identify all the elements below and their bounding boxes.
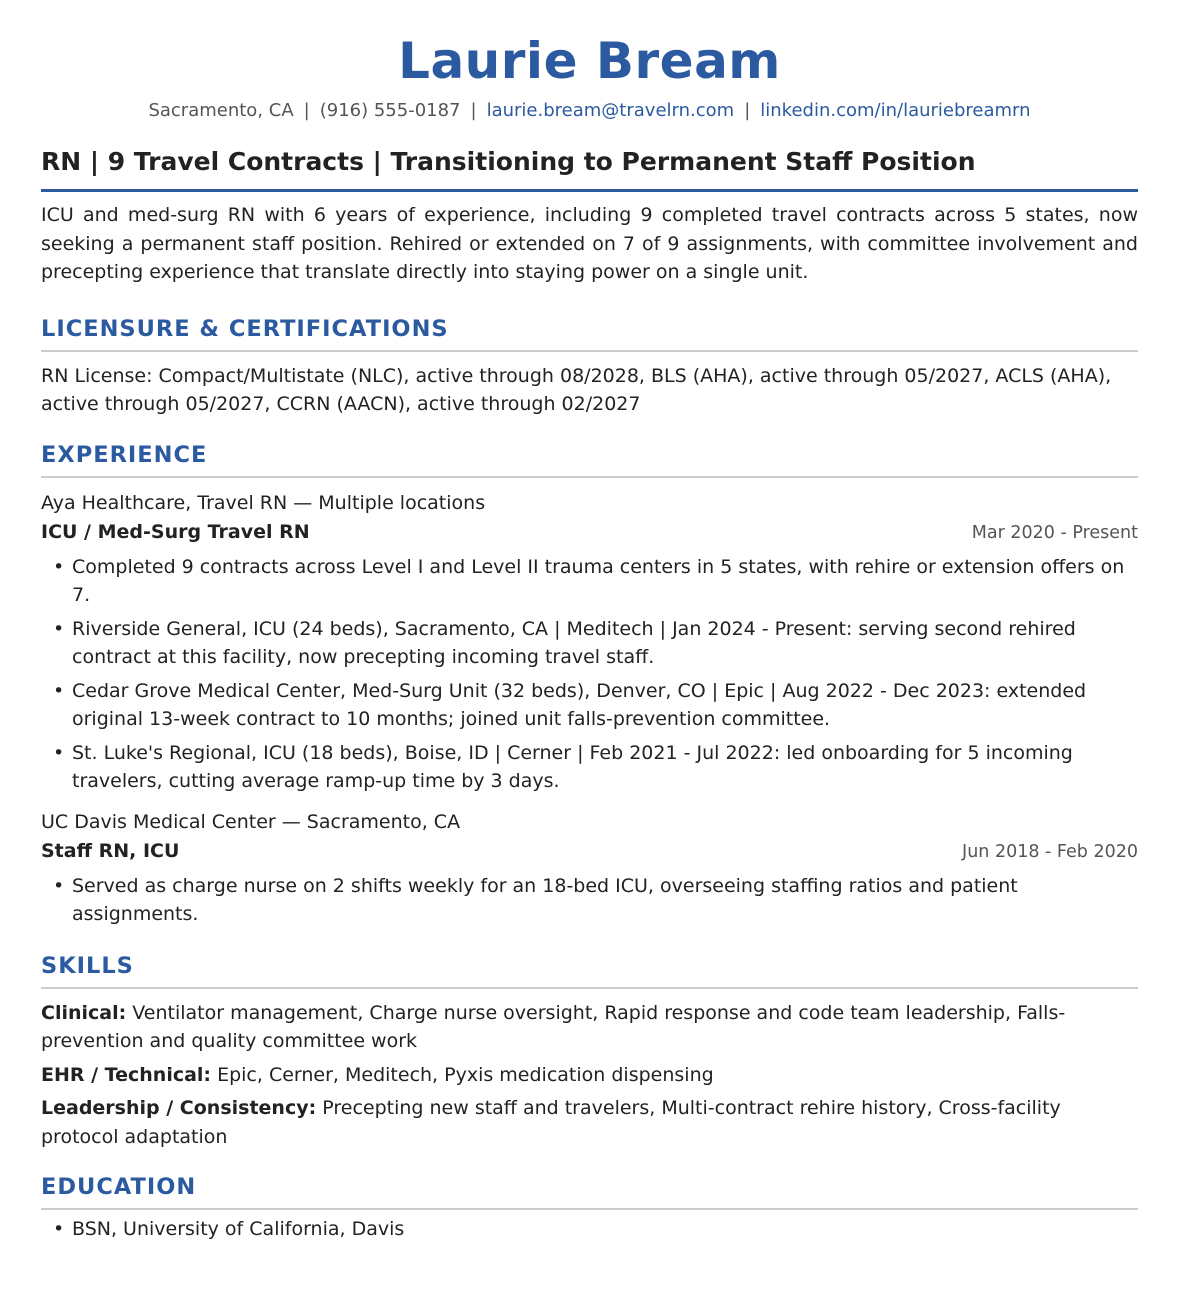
summary-paragraph: ICU and med-surg RN with 6 years of experience, including 9 completed travel contracts across 5 states, now seeking a permanent staff position. Rehired or extended on 7 of 9 assignments, with committee involvement and precepting experience that translate directly into staying power on a single unit. xyxy=(41,204,1138,283)
licensure-text: RN License: Compact/Multistate (NLC), active through 08/2028, BLS (AHA), active through 05/2027, ACLS (AHA), active through 05/2027, CCRN (AACN), active through 02/2027 xyxy=(41,364,1112,415)
bullet-icon: • xyxy=(53,741,65,764)
job-bullets xyxy=(41,872,1138,929)
bullet-item xyxy=(41,677,1138,734)
location-text: Sacramento, CA xyxy=(148,100,294,121)
bullet-item xyxy=(41,553,1138,610)
bullet-text: St. Luke's Regional, ICU (18 beds), Boise, ID | Cerner | Feb 2021 - Jul 2022: led onboarding for 5 incoming travelers, cutting average ramp-up time by 3 days. xyxy=(72,741,1073,792)
bullet-text: Cedar Grove Medical Center, Med-Surg Unit (32 beds), Denver, CO | Epic | Aug 2022 - Dec 2023: extended original 13-week contract to 10 months; joined unit falls-prevention committee. xyxy=(72,679,1087,730)
candidate-name: Laurie Bream xyxy=(398,32,781,90)
skill-text: Epic, Cerner, Meditech, Pyxis medication dispensing xyxy=(217,1063,714,1086)
licensure-section-title: LICENSURE & CERTIFICATIONS xyxy=(41,314,1138,352)
job-role-row xyxy=(41,837,1138,867)
education-text: BSN, University of California, Davis xyxy=(72,1218,405,1240)
experience-section-title: EXPERIENCE xyxy=(41,440,1138,478)
education-item xyxy=(41,1215,1138,1244)
headline: RN | 9 Travel Contracts | Transitioning to Permanent Staff Position xyxy=(41,145,1138,192)
job-employer: Aya Healthcare, Travel RN — Multiple locations xyxy=(41,491,486,514)
skill-category: Clinical: xyxy=(41,1001,127,1024)
phone-text: (916) 555-0187 xyxy=(319,100,461,121)
job-dates: Mar 2020 - Present xyxy=(971,522,1138,543)
skill-line xyxy=(41,999,1138,1056)
contact-separator: | xyxy=(744,100,751,121)
job-entry xyxy=(41,808,1138,929)
bullet-text: Riverside General, ICU (24 beds), Sacramento, CA | Meditech | Jan 2024 - Present: serving second rehired contract at this facility, now precepting incoming travel staff. xyxy=(72,617,1076,668)
contact-separator: | xyxy=(470,100,477,121)
skill-text: Precepting new staff and travelers, Multi-contract rehire history, Cross-facility protocol adaptation xyxy=(41,1097,1061,1148)
job-bullets xyxy=(41,553,1138,796)
email-link[interactable]: laurie.bream@travelrn.com xyxy=(486,100,735,121)
bullet-icon: • xyxy=(53,617,65,640)
bullet-item xyxy=(41,615,1138,672)
job-employer: UC Davis Medical Center — Sacramento, CA xyxy=(41,810,461,833)
job-role: Staff RN, ICU xyxy=(41,839,180,862)
bullet-icon: • xyxy=(53,874,65,897)
job-entry xyxy=(41,489,1138,796)
skill-text: Ventilator management, Charge nurse oversight, Rapid response and code team leadership, Falls-prevention and quality committee work xyxy=(41,1001,1066,1052)
skill-category: EHR / Technical: xyxy=(41,1063,212,1086)
bullet-item xyxy=(41,739,1138,796)
skill-line xyxy=(41,1094,1138,1151)
skills-list xyxy=(41,999,1138,1152)
bullet-text: Completed 9 contracts across Level I and Level II trauma centers in 5 states, with rehire or extension offers on 7. xyxy=(72,555,1125,606)
bullet-text: Served as charge nurse on 2 shifts weekly for an 18-bed ICU, overseeing staffing ratios and patient assignments. xyxy=(72,874,1018,925)
contact-separator: | xyxy=(303,100,310,121)
bullet-icon: • xyxy=(53,1218,65,1240)
job-dates: Jun 2018 - Feb 2020 xyxy=(962,841,1138,862)
bullet-item xyxy=(41,872,1138,929)
bullet-icon: • xyxy=(53,679,65,702)
contact-line xyxy=(41,99,1138,123)
education-section-title: EDUCATION xyxy=(41,1172,1138,1210)
skill-category: Leadership / Consistency: xyxy=(41,1097,317,1119)
job-role: ICU / Med-Surg Travel RN xyxy=(41,520,310,543)
linkedin-link[interactable]: linkedin.com/in/lauriebreamrn xyxy=(760,100,1031,121)
job-role-row xyxy=(41,518,1138,548)
education-list xyxy=(41,1215,1138,1244)
skills-section-title: SKILLS xyxy=(41,951,1138,989)
skill-line xyxy=(41,1061,1138,1090)
bullet-icon: • xyxy=(53,555,65,578)
